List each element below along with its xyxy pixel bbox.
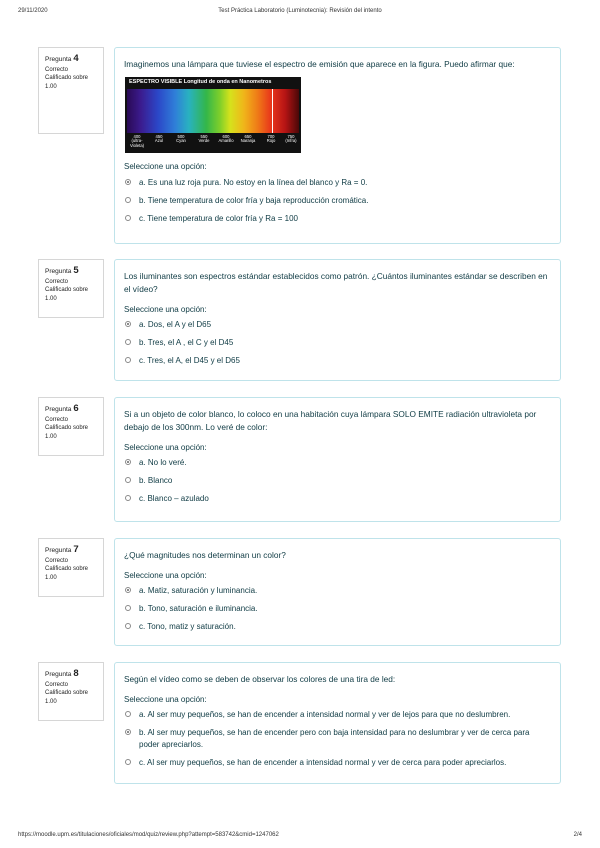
answer-option[interactable]	[123, 727, 550, 751]
option-label: a. Al ser muy pequeños, se han de encender a intensidad normal y ver de lejos para que no deslumbren.	[139, 709, 511, 719]
question-info	[38, 662, 104, 721]
grade-value: 1.00	[45, 575, 57, 582]
radio-button[interactable]	[125, 357, 131, 363]
answer-option[interactable]	[123, 319, 550, 331]
spectrum-emission-line	[272, 89, 273, 133]
select-prompt: Seleccione una opción:	[124, 304, 207, 314]
question-info	[38, 259, 104, 318]
header-title: Test Práctica Laboratorio (Luminotecnia): Revisión del intento	[218, 8, 382, 14]
select-prompt: Seleccione una opción:	[124, 694, 207, 704]
spectrum-tick: 750 (Infra)	[285, 133, 297, 144]
select-prompt: Seleccione una opción:	[124, 442, 207, 452]
question-content	[114, 47, 561, 244]
radio-button[interactable]	[125, 623, 131, 629]
radio-button[interactable]	[125, 477, 131, 483]
question-text: Los iluminantes son espectros estándar establecidos como patrón. ¿Cuántos iluminantes estándar se describen en el vídeo?	[124, 271, 548, 294]
spectrum-tick: 650 Naranja	[240, 133, 256, 144]
spectrum-tick: 450 Azul	[154, 133, 164, 144]
answer-option[interactable]	[123, 213, 550, 225]
radio-button[interactable]	[125, 729, 131, 735]
spectrum-band	[127, 89, 299, 133]
answer-option[interactable]	[123, 475, 550, 487]
answer-option[interactable]	[123, 709, 550, 721]
radio-button[interactable]	[125, 759, 131, 765]
question-label: Pregunta	[45, 671, 72, 678]
option-label: c. Al ser muy pequeños, se han de encender a intensidad normal y ver de cerca para poder apreciarlos.	[139, 757, 507, 767]
spectrum-tick: 550 Verde	[198, 133, 210, 144]
radio-button[interactable]	[125, 459, 131, 465]
radio-button[interactable]	[125, 711, 131, 717]
answer-option[interactable]	[123, 457, 550, 469]
question-label: Pregunta	[45, 268, 72, 275]
question-status: Correcto	[45, 278, 69, 285]
spectrum-image	[125, 77, 301, 153]
options-list	[115, 585, 560, 633]
option-label: a. No lo veré.	[139, 457, 187, 467]
grade-label: Calificado sobre	[45, 690, 89, 697]
grade-label: Calificado sobre	[45, 566, 89, 573]
question-text: Según el vídeo como se deben de observar los colores de una tira de led:	[124, 674, 396, 684]
option-label: b. Tiene temperatura de color fría y baja reproducción cromática.	[139, 195, 369, 205]
options-list	[115, 319, 560, 367]
radio-button[interactable]	[125, 215, 131, 221]
question-number: 7	[73, 544, 79, 555]
question-number: 6	[73, 403, 79, 414]
header-date: 29/11/2020	[18, 8, 48, 14]
page-number: 2/4	[573, 832, 582, 838]
answer-option[interactable]	[123, 757, 550, 769]
option-label: c. Tres, el A, el D45 y el D65	[139, 355, 240, 365]
answer-option[interactable]	[123, 621, 550, 633]
grade-value: 1.00	[45, 434, 57, 441]
radio-button[interactable]	[125, 587, 131, 593]
option-label: b. Tono, saturación e iluminancia.	[139, 603, 258, 613]
answer-option[interactable]	[123, 585, 550, 597]
option-label: b. Blanco	[139, 475, 173, 485]
question-status: Correcto	[45, 416, 69, 423]
radio-button[interactable]	[125, 179, 131, 185]
option-label: a. Es una luz roja pura. No estoy en la línea del blanco y Ra = 0.	[139, 177, 368, 187]
question-info	[38, 47, 104, 134]
question-text: ¿Qué magnitudes nos determinan un color?	[124, 550, 286, 560]
question-content	[114, 538, 561, 646]
question-number: 4	[73, 53, 79, 64]
answer-option[interactable]	[123, 177, 550, 189]
question-info	[38, 397, 104, 456]
option-label: c. Tono, matiz y saturación.	[139, 621, 236, 631]
option-label: a. Matiz, saturación y luminancia.	[139, 585, 258, 595]
question-content	[114, 397, 561, 522]
grade-label: Calificado sobre	[45, 287, 89, 294]
question-text: Imaginemos una lámpara que tuviese el espectro de emisión que aparece en la figura. Puedo afirmar que:	[124, 59, 515, 69]
question-label: Pregunta	[45, 56, 72, 63]
answer-option[interactable]	[123, 493, 550, 505]
radio-button[interactable]	[125, 605, 131, 611]
answer-option[interactable]	[123, 355, 550, 367]
radio-button[interactable]	[125, 197, 131, 203]
options-list	[115, 457, 560, 505]
question-number: 5	[73, 265, 79, 276]
options-list	[115, 709, 560, 769]
grade-value: 1.00	[45, 699, 57, 706]
grade-value: 1.00	[45, 296, 57, 303]
answer-option[interactable]	[123, 195, 550, 207]
option-label: a. Dos, el A y el D65	[139, 319, 212, 329]
spectrum-tick: 600 Amarillo	[218, 133, 234, 144]
question-text: Si a un objeto de color blanco, lo coloco en una habitación cuya lámpara SOLO EMITE radiación ultravioleta por debajo de los 300nm. Lo veré de color:	[124, 409, 537, 432]
grade-label: Calificado sobre	[45, 75, 89, 82]
spectrum-tick: 500 Cyan	[176, 133, 186, 144]
select-prompt: Seleccione una opción:	[124, 161, 207, 171]
footer-url[interactable]: https://moodle.upm.es/titulaciones/oficiales/mod/quiz/review.php?attempt=583742&cmid=1247062	[18, 832, 279, 838]
grade-label: Calificado sobre	[45, 425, 89, 432]
option-label: b. Tres, el A , el C y el D45	[139, 337, 234, 347]
select-prompt: Seleccione una opción:	[124, 570, 207, 580]
option-label: c. Blanco – azulado	[139, 493, 209, 503]
question-status: Correcto	[45, 557, 69, 564]
radio-button[interactable]	[125, 321, 131, 327]
option-label: b. Al ser muy pequeños, se han de encender pero con baja intensidad para no deslumbrar y ver de cerca para poder apreciarlos.	[139, 727, 530, 749]
answer-option[interactable]	[123, 603, 550, 615]
spectrum-title: ESPECTRO VISIBLE Longitud de onda en Nanometros	[129, 78, 272, 85]
question-label: Pregunta	[45, 406, 72, 413]
radio-button[interactable]	[125, 495, 131, 501]
option-label: c. Tiene temperatura de color fría y Ra = 100	[139, 213, 298, 223]
answer-option[interactable]	[123, 337, 550, 349]
question-content	[114, 259, 561, 381]
options-list	[115, 177, 560, 225]
radio-button[interactable]	[125, 339, 131, 345]
question-info	[38, 538, 104, 597]
question-label: Pregunta	[45, 547, 72, 554]
spectrum-tick: 400 (ultra-Violeta)	[129, 133, 145, 149]
question-content	[114, 662, 561, 784]
spectrum-tick: 700 Rojo	[266, 133, 276, 144]
question-status: Correcto	[45, 66, 69, 73]
question-number: 8	[73, 668, 79, 679]
grade-value: 1.00	[45, 84, 57, 91]
question-status: Correcto	[45, 681, 69, 688]
